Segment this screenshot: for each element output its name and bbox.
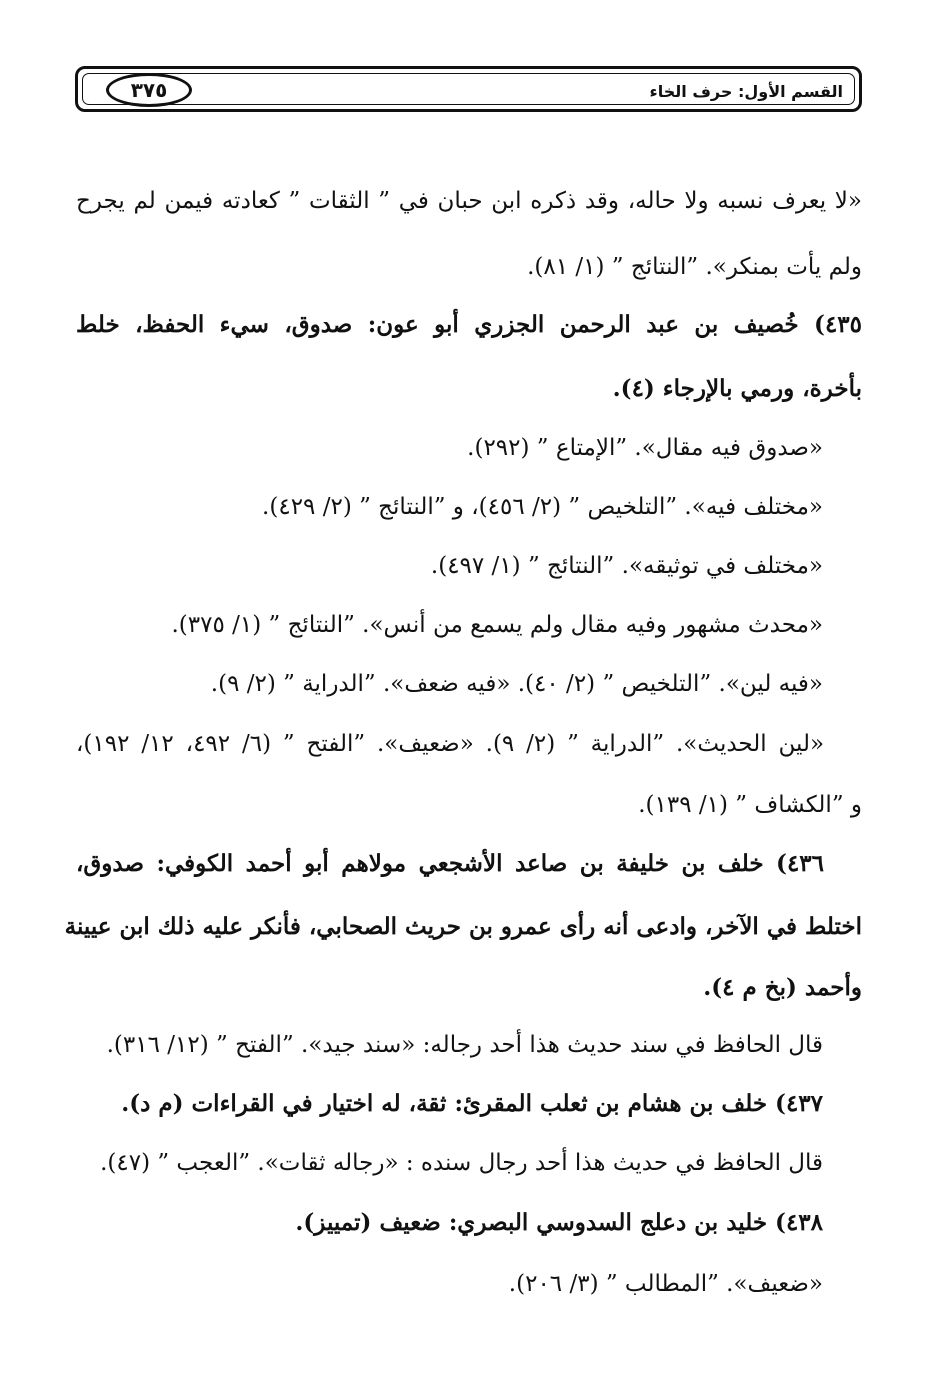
quote-line: «مختلف في توثيقه». ”النتائج ” (١/ ٤٩٧). xyxy=(430,553,823,579)
quote-line: قال الحافظ في حديث هذا أحد رجال سنده : «رجاله ثقات». ”العجب ” (٤٧). xyxy=(100,1150,823,1176)
entry-heading: ٤٣٨) خليد بن دعلج السدوسي البصري: ضعيف (تمييز). xyxy=(295,1209,823,1236)
section-title: حرف الخاء xyxy=(649,82,733,101)
quote-line: «محدث مشهور وفيه مقال ولم يسمع من أنس». ”النتائج ” (١/ ٣٧٥). xyxy=(171,612,823,638)
quote-line: «صدوق فيه مقال». ”الإمتاع ” (٢٩٢). xyxy=(467,435,823,461)
quote-line: «ضعيف». ”المطالب ” (٣/ ٢٠٦). xyxy=(508,1271,823,1297)
part-title: القسم الأول: xyxy=(737,82,843,101)
quote-line: «فيه لين». ”التلخيص ” (٢/ ٤٠). «فيه ضعف». ”الدراية ” (٢/ ٩). xyxy=(210,671,823,697)
entry-heading: ٤٣٧) خلف بن هشام بن ثعلب المقرئ: ثقة، له اختيار في القراءات (م د). xyxy=(121,1090,823,1117)
entry-heading: ٤٣٥) خُصيف بن عبد الرحمن الجزري أبو عون: صدوق، سيء الحفظ، خلط xyxy=(76,311,862,338)
entry-heading-continuation: اختلط في الآخر، وادعى أنه رأى عمرو بن حريث الصحابي، فأنكر عليه ذلك ابن عيينة xyxy=(64,913,862,940)
quote-line: قال الحافظ في سند حديث هذا أحد رجاله: «سند جيد». ”الفتح ” (١٢/ ٣١٦). xyxy=(106,1032,823,1058)
entry-heading-continuation: بأخرة، ورمي بالإرجاء (٤). xyxy=(612,375,862,402)
quote-line: «مختلف فيه». ”التلخيص ” (٢/ ٤٥٦)، و ”النتائج ” (٢/ ٤٢٩). xyxy=(262,494,823,520)
page-header xyxy=(75,66,862,112)
quote-line-continuation: و ”الكشاف ” (١/ ١٣٩). xyxy=(638,792,862,818)
entry-heading: ٤٣٦) خلف بن خليفة بن صاعد الأشجعي مولاهم أبو أحمد الكوفي: صدوق، xyxy=(76,850,824,877)
page-number: ٣٧٥ xyxy=(106,73,192,107)
running-head xyxy=(650,79,843,105)
text-line: ولم يأت بمنكر». ”النتائج ” (١/ ٨١). xyxy=(527,254,862,280)
text-line: «لا يعرف نسبه ولا حاله، وقد ذكره ابن حبان في ” الثقات ” كعادته فيمن لم يجرح xyxy=(76,188,862,214)
entry-heading-continuation: وأحمد (بخ م ٤). xyxy=(703,974,862,1001)
quote-line: «لين الحديث». ”الدراية ” (٢/ ٩). «ضعيف». ”الفتح ” (٦/ ٤٩٢، ١٢/ ١٩٢)، xyxy=(76,731,825,757)
